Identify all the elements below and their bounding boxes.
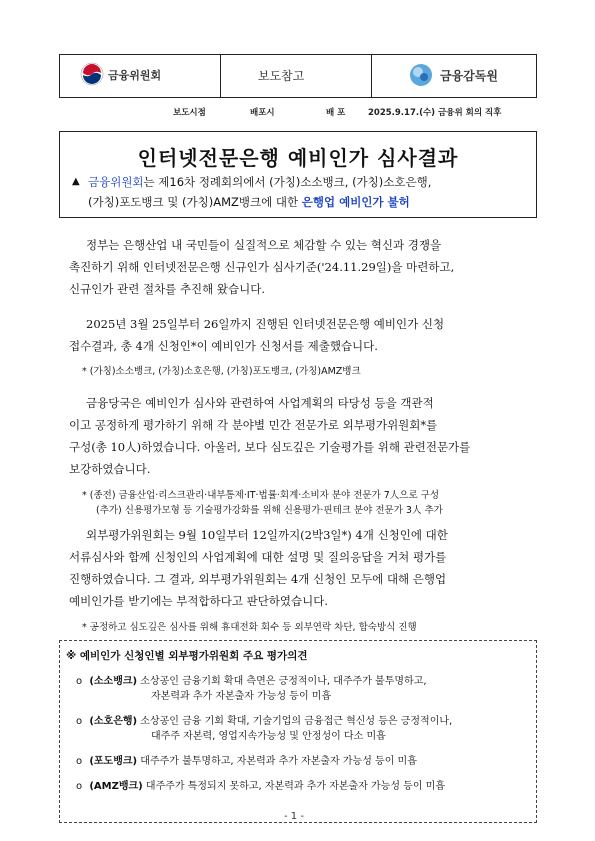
p3-footnote-2: (추가) 신용평가모형 등 기술평가강화를 위해 신용평가·핀테크 분야 전문가 3人 추가 [96,505,443,516]
item-name: (AMZ뱅크) [89,781,143,792]
triangle-bullet-icon: ▲ [72,176,80,187]
distribution-date-label: 배 포 [326,108,346,118]
p1-line-2: 촉진하기 위해 인터넷전문은행 신규인가 심사기준('24.11.29일)을 마련하고, [69,260,455,274]
p4-line-1: 외부평가위원회는 9월 10일부터 12일까지(2박3일*) 4개 신청인에 대한 [86,528,448,542]
p4-line-4: 예비인가를 받기에는 부적합하다고 판단하였습니다. [69,594,329,608]
evaluation-item [76,752,417,767]
fss-name: 금융감독원 [440,69,498,83]
item-bullet: o [76,781,83,792]
distribution-label: 배포시 [250,108,275,118]
summary-highlight-result: 은행업 예비인가 불허 [301,195,410,209]
item-text-1: 대주주가 특정되지 못하고, 자본력과 추가 자본출자 가능성 등이 미흡 [145,781,445,792]
fsc-name: 금융위원회 [108,69,162,82]
fsc-logo-icon [80,62,104,86]
item-text-1: 소상공인 금융기회 확대 측면은 긍정적이나, 대주주가 불투명하고, [140,676,427,687]
summary-text-2: (가칭)포도뱅크 및 (가칭)AMZ뱅크에 대한 [88,195,302,209]
p3-line-1: 금융당국은 예비인가 심사와 관련하여 사업계획의 타당성 등을 객관적 [86,396,434,410]
evaluation-item [76,672,427,687]
evaluation-item [76,712,452,727]
p3-line-3: 구성(총 10人)하였습니다. 아울러, 보다 심도깊은 기술평가를 위해 관련전문가를 [69,440,471,454]
item-text-1: 대주주가 불투명하고, 자본력과 추가 자본출자 가능성 등이 미흡 [140,756,417,767]
fss-logo-icon [408,62,434,88]
page-title: 인터넷전문은행 예비인가 심사결과 [137,146,459,170]
item-name: (소소뱅크) [89,676,138,687]
doc-type-label: 보도참고 [258,69,305,83]
summary-highlight-fsc: 금융위원회 [88,175,144,189]
item-text-1: 소상공인 금융 기회 확대, 기술기업의 금융접근 혁신성 등은 긍정적이나, [140,716,453,727]
p2-footnote: * (가칭)소소뱅크, (가칭)소호은행, (가칭)포도뱅크, (가칭)AMZ뱅크 [82,366,361,377]
p2-line-1: 2025년 3월 25일부터 26일까지 진행된 인터넷전문은행 예비인가 신청 [86,317,445,331]
p3-footnote-1: * (종전) 금융산업·리스크관리·내부통제·IT·법률·회계·소비자 분야 전문가 7人으로 구성 [82,490,440,501]
page-number: - 1 - [284,811,304,822]
item-name: (포도뱅크) [89,756,138,767]
item-bullet: o [76,756,83,767]
p4-line-3: 진행하였습니다. 그 결과, 외부평가위원회는 4개 신청인 모두에 대해 은행업 [69,572,447,586]
summary-text-1: 는 제16차 정례회의에서 (가칭)소소뱅크, (가칭)소호은행, [143,175,432,189]
item-text-2: 자본력과 추가 자본출자 가능성 등이 미흡 [151,691,332,702]
evaluation-item [76,777,445,792]
item-text-2: 대주주 자본력, 영업지속가능성 및 안정성이 다소 미흡 [151,731,386,742]
p3-line-2: 이고 공정하게 평가하기 위해 각 분야별 민간 전문가로 외부평가위원회*를 [69,418,438,432]
distribution-date: 2025.9.17.(수) 금융위 회의 직후 [368,108,502,118]
report-time-label: 보도시점 [173,108,206,118]
summary-line-2 [88,194,410,210]
item-name: (소호은행) [89,716,138,727]
p2-line-2: 접수결과, 총 4개 신청인*이 예비인가 신청서를 제출했습니다. [69,339,378,353]
p4-line-2: 서류심사와 함께 신청인의 사업계획에 대한 설명 및 질의응답을 거쳐 평가를 [69,550,447,564]
p3-line-4: 보강하였습니다. [69,462,151,476]
summary-line-1 [88,174,431,190]
item-bullet: o [76,676,83,687]
evaluation-heading: ※ 예비인가 신청인별 외부평가위원회 주요 평가의견 [66,650,308,662]
item-bullet: o [76,716,83,727]
p4-footnote: * 공정하고 심도깊은 심사를 위해 휴대전화 회수 등 외부연락 차단, 합숙방식 진행 [82,622,417,633]
p1-line-3: 신규인가 관련 절차를 추진해 왔습니다. [69,282,266,296]
p1-line-1: 정부는 은행산업 내 국민들이 실질적으로 체감할 수 있는 혁신과 경쟁을 [86,238,442,252]
